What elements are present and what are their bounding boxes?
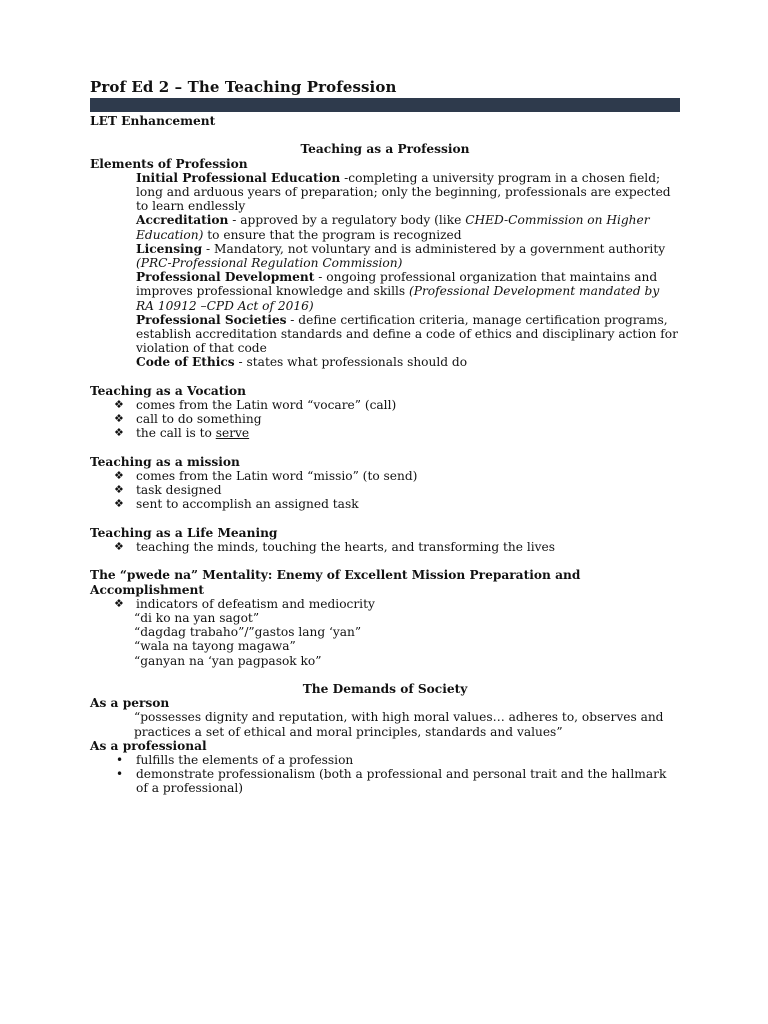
professional-heading: As a professional <box>90 738 207 753</box>
diamond-bullet-icon: ❖ <box>114 483 124 497</box>
element-professional-development: Professional Development - ongoing professional organization that maintains and improves professional knowledge and skills (Professional Development mandated by RA 10912 –CPD Act of 2016) <box>136 270 660 313</box>
list-item: • demonstrate professionalism (both a professional and personal trait and the hallmark of a professional) <box>116 767 667 796</box>
elements-heading: Elements of Profession <box>90 156 248 171</box>
diamond-bullet-icon: ❖ <box>114 596 124 610</box>
life-meaning-heading: Teaching as a Life Meaning <box>90 525 278 540</box>
person-heading: As a person <box>90 696 170 711</box>
element-licensing: Licensing - Mandatory, not voluntary and is administered by a government authority (PRC-Professional Regulation Commission) <box>136 241 666 271</box>
element-code-of-ethics: Code of Ethics - states what professionals should do <box>136 355 468 370</box>
vocation-heading: Teaching as a Vocation <box>90 383 247 398</box>
list-item: ❖ comes from the Latin word “vocare” (call) <box>114 398 397 413</box>
mission-heading: Teaching as a mission <box>90 454 240 469</box>
pwede-heading-line1: The “pwede na” Mentality: Enemy of Excellent Mission Preparation and <box>90 568 581 583</box>
professional-list <box>90 753 680 796</box>
list-item: ❖ comes from the Latin word “missio” (to send) <box>114 469 418 484</box>
quote-line: “ganyan na ‘yan pagpasok ko” <box>134 653 322 668</box>
diamond-bullet-icon: ❖ <box>114 398 124 412</box>
diamond-bullet-icon: ❖ <box>114 426 124 440</box>
element-accreditation: Accreditation - approved by a regulatory body (like CHED-Commission on Higher Education) to ensure that the program is recognized <box>136 213 650 242</box>
pwede-list <box>90 597 680 611</box>
section-heading-profession: Teaching as a Profession <box>300 142 470 157</box>
element-initial-education: Initial Professional Education -completing a university program in a chosen field; long and arduous years of preparation; only the beginning, professionals are expected to learn endlessly <box>136 170 671 214</box>
element-professional-societies: Professional Societies - define certification criteria, manage certification programs, establish accreditation standards and define a code of ethics and disciplinary action for violation of that code <box>136 312 678 356</box>
elements-list <box>90 171 680 370</box>
quote-line: “di ko na yan sagot” <box>134 611 260 626</box>
document-page <box>90 76 680 796</box>
person-description: “possesses dignity and reputation, with high moral values… adheres to, observes and practices a set of ethical and moral principles, standards and values” <box>134 710 664 739</box>
life-meaning-list <box>90 540 680 554</box>
diamond-bullet-icon: ❖ <box>114 497 124 511</box>
subtitle: LET Enhancement <box>90 114 216 128</box>
diamond-bullet-icon: ❖ <box>114 540 124 554</box>
vocation-list <box>90 398 680 441</box>
list-item: • fulfills the elements of a profession <box>116 753 354 768</box>
list-item: ❖ task designed <box>114 483 222 498</box>
pwede-heading-line2: Accomplishment <box>90 582 204 597</box>
underlined-serve: serve <box>215 426 250 441</box>
list-item: ❖ teaching the minds, touching the hearts, and transforming the lives <box>114 540 556 555</box>
title-divider-bar <box>90 98 680 112</box>
bullet-icon: • <box>116 753 124 768</box>
list-item: ❖ the call is to serve <box>114 426 250 441</box>
bullet-icon: • <box>116 767 124 782</box>
quote-line: “dagdag trabaho”/”gastos lang ‘yan” <box>134 625 362 640</box>
list-item: ❖ indicators of defeatism and mediocrity <box>114 596 375 611</box>
diamond-bullet-icon: ❖ <box>114 412 124 426</box>
mission-list <box>90 469 680 512</box>
diamond-bullet-icon: ❖ <box>114 469 124 483</box>
quote-line: “wala na tayong magawa” <box>134 639 296 654</box>
document-title: Prof Ed 2 – The Teaching Profession <box>90 78 397 96</box>
section-heading-society: The Demands of Society <box>302 682 468 697</box>
list-item: ❖ call to do something <box>114 412 262 427</box>
list-item: ❖ sent to accomplish an assigned task <box>114 497 359 512</box>
